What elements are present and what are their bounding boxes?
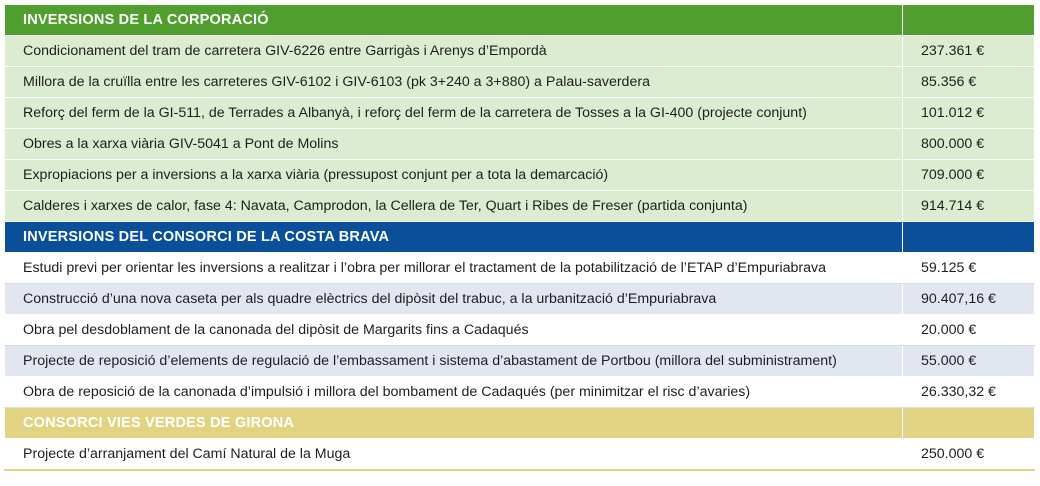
row-description: Construcció d’una nova caseta per als quadre elèctrics del dipòsit del trabuc, a la urbanització d’Empuriabrava: [5, 284, 903, 315]
row-description: Millora de la cruïlla entre les carreteres GIV-6102 i GIV-6103 (pk 3+240 a 3+880) a Palau-saverdera: [5, 67, 903, 98]
investments-table: [4, 4, 1034, 471]
row-amount: 800.000 €: [903, 129, 1035, 160]
row-amount: 914.714 €: [903, 191, 1035, 222]
section-header: [5, 5, 1035, 36]
table-row: [5, 253, 1035, 284]
table-row: [5, 346, 1035, 377]
section-title: CONSORCI VIES VERDES DE GIRONA: [5, 408, 903, 439]
table-row: [5, 98, 1035, 129]
row-description: Expropiacions per a inversions a la xarxa viària (pressupost conjunt per a tota la demarcació): [5, 160, 903, 191]
table-row: [5, 36, 1035, 67]
row-description: Obres a la xarxa viària GIV-5041 a Pont de Molins: [5, 129, 903, 160]
section-corporacio: [5, 5, 1035, 222]
table-row: [5, 284, 1035, 315]
row-amount: 26.330,32 €: [903, 377, 1035, 408]
table-row: [5, 160, 1035, 191]
table-row: [5, 439, 1035, 471]
table-row: [5, 315, 1035, 346]
section-title: INVERSIONS DEL CONSORCI DE LA COSTA BRAVA: [5, 222, 903, 253]
row-description: Reforç del ferm de la GI-511, de Terrades a Albanyà, i reforç del ferm de la carretera de Tosses a la GI-400 (projecte conjunt): [5, 98, 903, 129]
table: [4, 4, 1035, 471]
section-header-blank: [903, 5, 1035, 36]
table-row: [5, 67, 1035, 98]
table-row: [5, 377, 1035, 408]
row-amount: 20.000 €: [903, 315, 1035, 346]
row-description: Estudi previ per orientar les inversions a realitzar i l’obra per millorar el tractament de la potabilització de l’ETAP d’Empuriabrava: [5, 253, 903, 284]
row-amount: 59.125 €: [903, 253, 1035, 284]
row-description: Obra pel desdoblament de la canonada del dipòsit de Margarits fins a Cadaqués: [5, 315, 903, 346]
section-consorci-costa-brava: [5, 222, 1035, 408]
section-header-blank: [903, 408, 1035, 439]
row-description: Obra de reposició de la canonada d’impulsió i millora del bombament de Cadaqués (per minimitzar el risc d’avaries): [5, 377, 903, 408]
table-row: [5, 129, 1035, 160]
row-amount: 709.000 €: [903, 160, 1035, 191]
table-row: [5, 191, 1035, 222]
row-amount: 55.000 €: [903, 346, 1035, 377]
row-amount: 101.012 €: [903, 98, 1035, 129]
row-description: Projecte de reposició d’elements de regulació de l’embassament i sistema d’abastament de Portbou (millora del subministrament): [5, 346, 903, 377]
section-vies-verdes: [5, 408, 1035, 471]
row-amount: 85.356 €: [903, 67, 1035, 98]
row-amount: 237.361 €: [903, 36, 1035, 67]
row-amount: 90.407,16 €: [903, 284, 1035, 315]
section-title: INVERSIONS DE LA CORPORACIÓ: [5, 5, 903, 36]
row-description: Calderes i xarxes de calor, fase 4: Navata, Camprodon, la Cellera de Ter, Quart i Ribes de Freser (partida conjunta): [5, 191, 903, 222]
row-amount: 250.000 €: [903, 439, 1035, 471]
row-description: Projecte d’arranjament del Camí Natural de la Muga: [5, 439, 903, 471]
section-header-blank: [903, 222, 1035, 253]
section-header: [5, 222, 1035, 253]
section-header: [5, 408, 1035, 439]
row-description: Condicionament del tram de carretera GIV-6226 entre Garrigàs i Arenys d’Empordà: [5, 36, 903, 67]
